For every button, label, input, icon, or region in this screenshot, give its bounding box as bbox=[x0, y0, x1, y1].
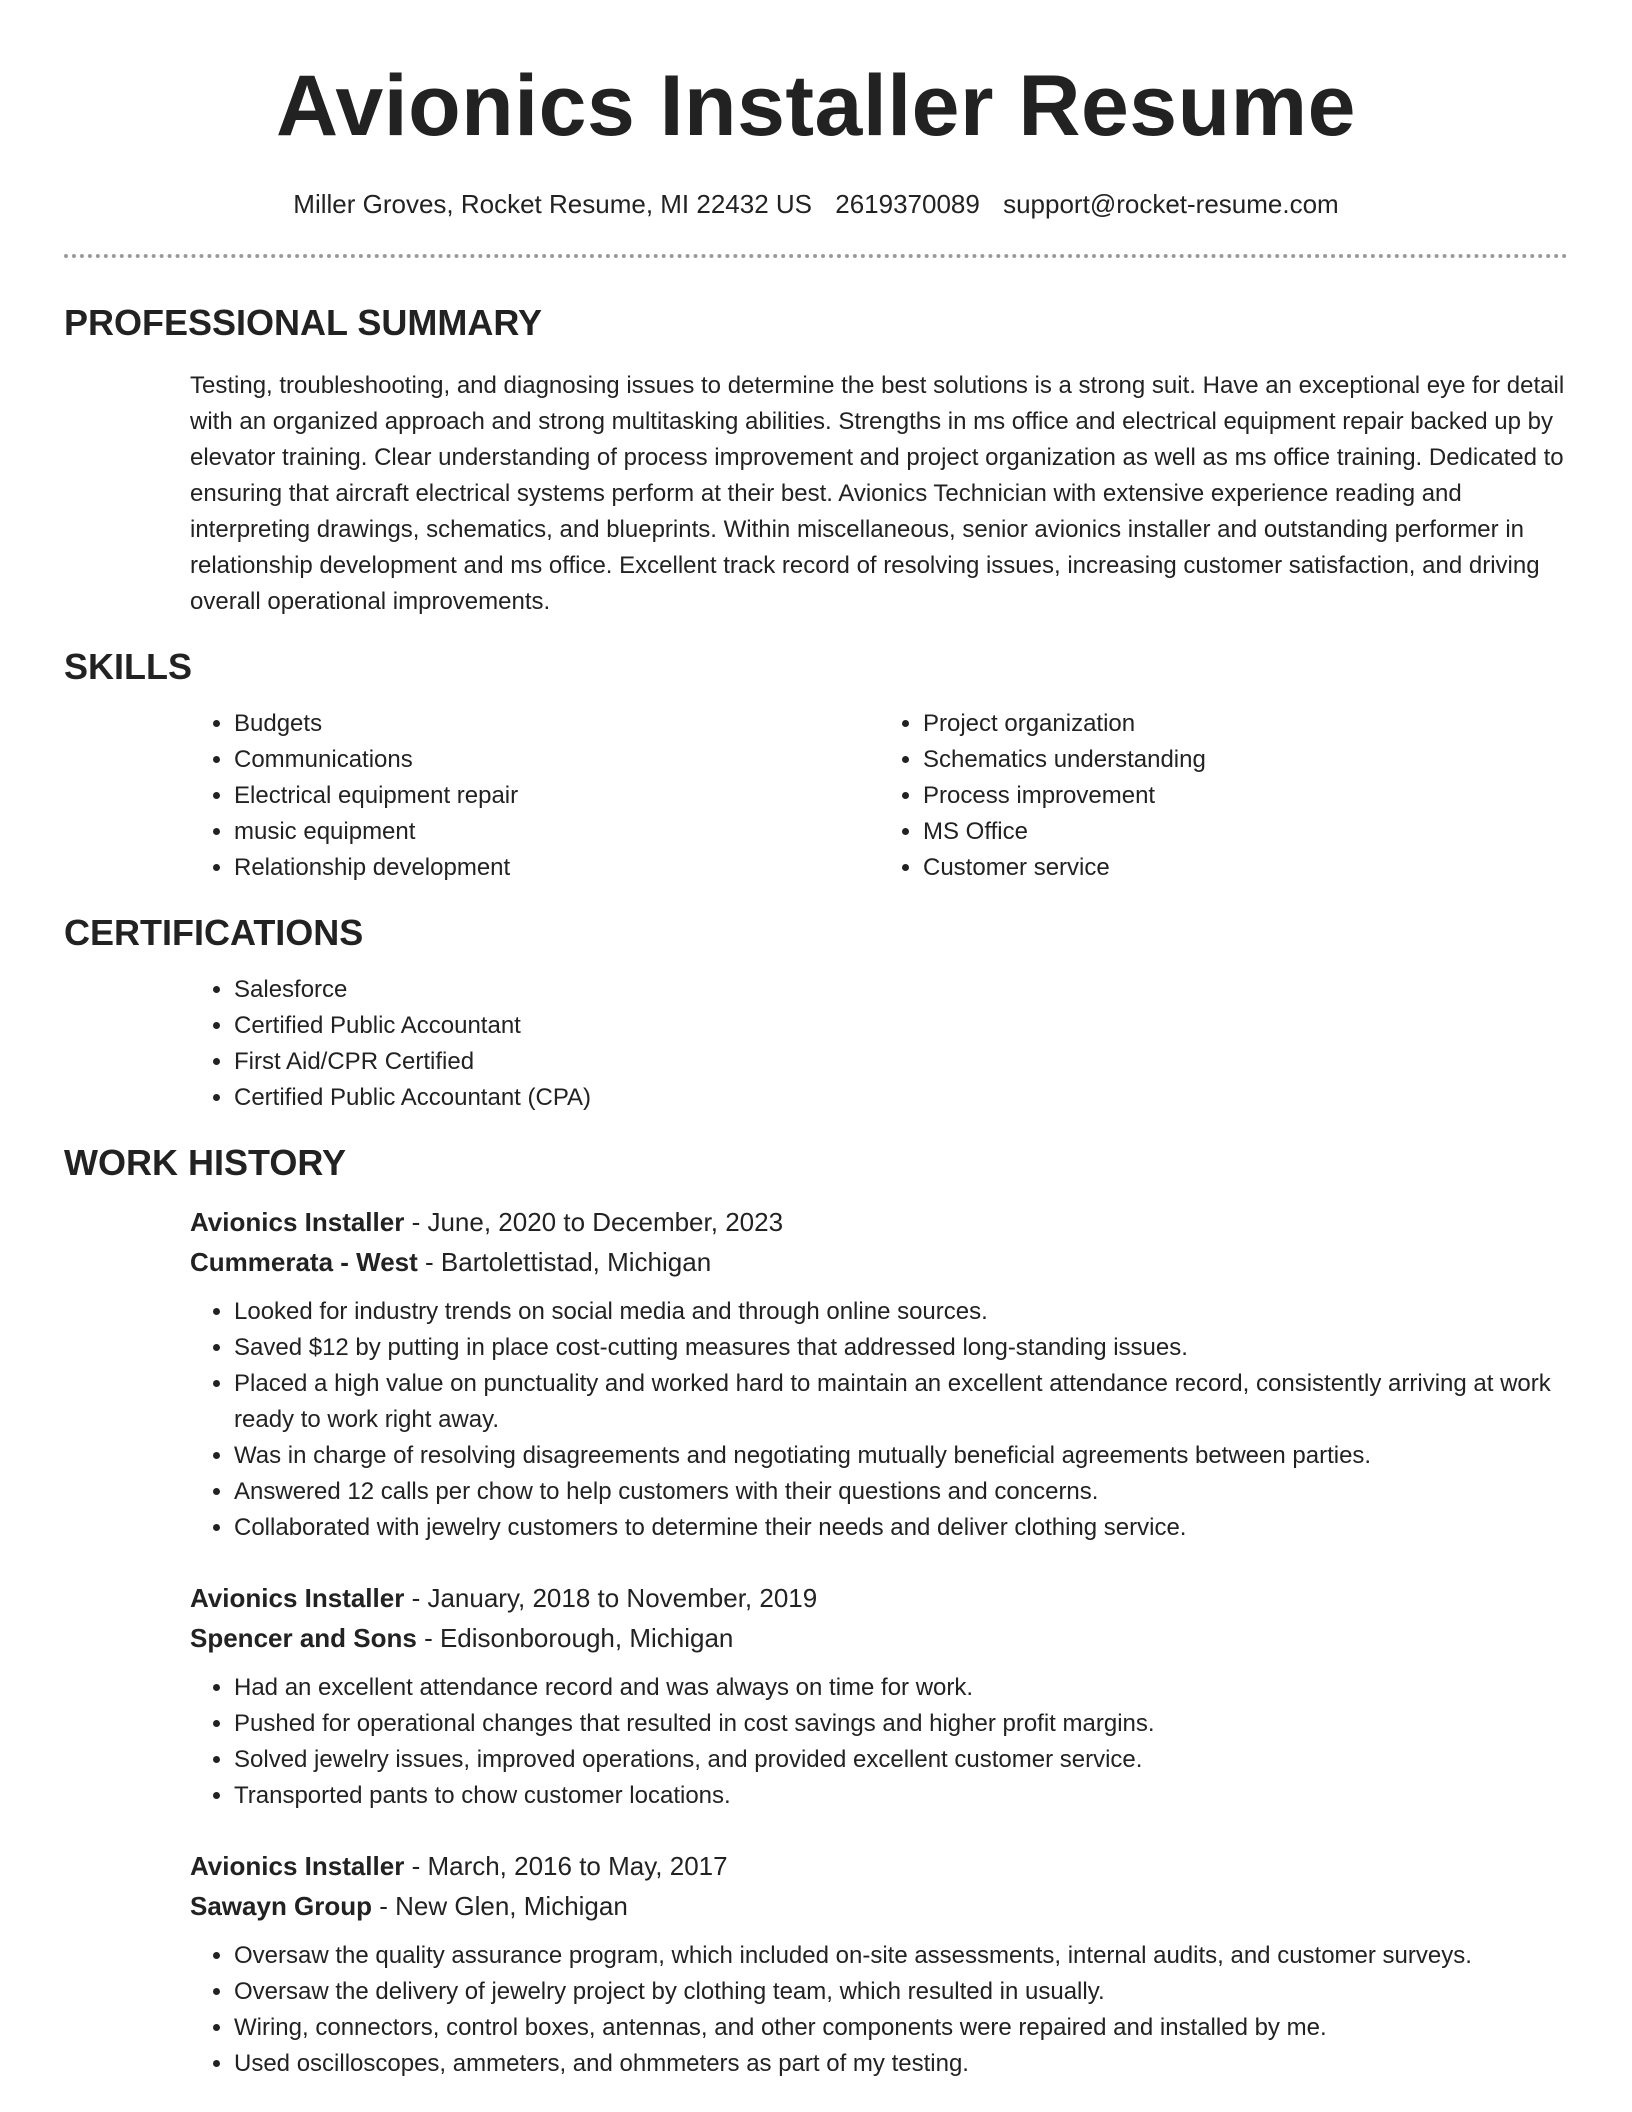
job-company: Spencer and Sons bbox=[190, 1623, 417, 1653]
skills-section bbox=[64, 646, 1568, 886]
list-item: • Oversaw the delivery of jewelry project by clothing team, which resulted in usually. bbox=[234, 1974, 1568, 2010]
list-item: • Pushed for operational changes that resulted in cost savings and higher profit margins. bbox=[234, 1706, 1568, 1742]
list-item: • Electrical equipment repair bbox=[234, 778, 879, 814]
job-company-line bbox=[190, 1886, 1568, 1926]
job-title: Avionics Installer bbox=[190, 1207, 405, 1237]
list-item: • Relationship development bbox=[234, 850, 879, 886]
job-location: - New Glen, Michigan bbox=[372, 1891, 628, 1921]
header-divider bbox=[64, 254, 1568, 258]
job-bullets bbox=[190, 1938, 1568, 2082]
contact-line bbox=[64, 188, 1568, 220]
job-title: Avionics Installer bbox=[190, 1583, 405, 1613]
list-item: • Answered 12 calls per chow to help customers with their questions and concerns. bbox=[234, 1474, 1568, 1510]
list-item: • Looked for industry trends on social media and through online sources. bbox=[234, 1294, 1568, 1330]
contact-email: support@rocket-resume.com bbox=[1003, 189, 1339, 219]
list-item: • Project organization bbox=[923, 706, 1568, 742]
resume-page bbox=[64, 0, 1568, 2082]
job-company: Sawayn Group bbox=[190, 1891, 373, 1921]
job-bullets bbox=[190, 1294, 1568, 1546]
list-item: • music equipment bbox=[234, 814, 879, 850]
list-item: • Communications bbox=[234, 742, 879, 778]
list-item: • MS Office bbox=[923, 814, 1568, 850]
list-item: • Was in charge of resolving disagreements and negotiating mutually beneficial agreements between parties. bbox=[234, 1438, 1568, 1474]
skills-list-left bbox=[190, 706, 879, 886]
job-location: - Bartolettistad, Michigan bbox=[417, 1247, 712, 1277]
job-company-line bbox=[190, 1242, 1568, 1282]
list-item: • Customer service bbox=[923, 850, 1568, 886]
list-item: • Budgets bbox=[234, 706, 879, 742]
job-title-line bbox=[190, 1846, 1568, 1886]
job-entry bbox=[190, 1202, 1568, 1546]
job-title-line bbox=[190, 1578, 1568, 1618]
list-item: • Collaborated with jewelry customers to determine their needs and deliver clothing service. bbox=[234, 1510, 1568, 1546]
summary-heading: PROFESSIONAL SUMMARY bbox=[64, 302, 543, 343]
summary-text: Testing, troubleshooting, and diagnosing issues to determine the best solutions is a strong suit. Have an exceptional eye for detail with an organized approach and strong multitasking abilities. Strengths in ms office and electrical equipment repair backed up by elevator training. Clear understanding of process improvement and project organization as well as ms office training. Dedicated to ensuring that aircraft electrical systems perform at their best. Avionics Technician with extensive experience reading and interpreting drawings, schematics, and blueprints. Within miscellaneous, senior avionics installer and outstanding performer in relationship development and ms office. Excellent track record of resolving issues, increasing customer satisfaction, and driving overall operational improvements. bbox=[190, 372, 1565, 615]
list-item: • Process improvement bbox=[923, 778, 1568, 814]
resume-title: Avionics Installer Resume bbox=[276, 58, 1356, 154]
job-title: Avionics Installer bbox=[190, 1851, 405, 1881]
list-item: • Oversaw the quality assurance program, which included on-site assessments, internal audits, and customer surveys. bbox=[234, 1938, 1568, 1974]
list-item: • Salesforce bbox=[234, 972, 1568, 1008]
job-company-line bbox=[190, 1618, 1568, 1658]
contact-phone: 2619370089 bbox=[835, 189, 980, 219]
list-item: • Wiring, connectors, control boxes, antennas, and other components were repaired and installed by me. bbox=[234, 2010, 1568, 2046]
list-item: • Had an excellent attendance record and was always on time for work. bbox=[234, 1670, 1568, 1706]
work-history-section bbox=[64, 1142, 1568, 2082]
contact-address: Miller Groves, Rocket Resume, MI 22432 US bbox=[293, 189, 813, 219]
summary-section bbox=[64, 302, 1568, 620]
list-item: • Saved $12 by putting in place cost-cutting measures that addressed long-standing issues. bbox=[234, 1330, 1568, 1366]
skills-list-right bbox=[879, 706, 1568, 886]
job-bullets bbox=[190, 1670, 1568, 1814]
job-company: Cummerata - West bbox=[190, 1247, 418, 1277]
list-item: • Used oscilloscopes, ammeters, and ohmmeters as part of my testing. bbox=[234, 2046, 1568, 2082]
job-dates: - January, 2018 to November, 2019 bbox=[404, 1583, 818, 1613]
skills-heading: SKILLS bbox=[64, 646, 193, 687]
work-history-heading: WORK HISTORY bbox=[64, 1142, 347, 1183]
job-entry bbox=[190, 1578, 1568, 1814]
certifications-heading: CERTIFICATIONS bbox=[64, 912, 364, 953]
job-dates: - June, 2020 to December, 2023 bbox=[404, 1207, 784, 1237]
list-item: • First Aid/CPR Certified bbox=[234, 1044, 1568, 1080]
skills-columns bbox=[190, 706, 1568, 886]
job-location: - Edisonborough, Michigan bbox=[416, 1623, 734, 1653]
job-dates: - March, 2016 to May, 2017 bbox=[404, 1851, 728, 1881]
certifications-list bbox=[190, 972, 1568, 1116]
job-entry bbox=[190, 1846, 1568, 2082]
list-item: • Solved jewelry issues, improved operations, and provided excellent customer service. bbox=[234, 1742, 1568, 1778]
list-item: • Schematics understanding bbox=[923, 742, 1568, 778]
job-title-line bbox=[190, 1202, 1568, 1242]
certifications-section bbox=[64, 912, 1568, 1116]
list-item: • Certified Public Accountant (CPA) bbox=[234, 1080, 1568, 1116]
list-item: • Placed a high value on punctuality and worked hard to maintain an excellent attendance record, consistently arriving at work ready to work right away. bbox=[234, 1366, 1568, 1438]
list-item: • Certified Public Accountant bbox=[234, 1008, 1568, 1044]
list-item: • Transported pants to chow customer locations. bbox=[234, 1778, 1568, 1814]
